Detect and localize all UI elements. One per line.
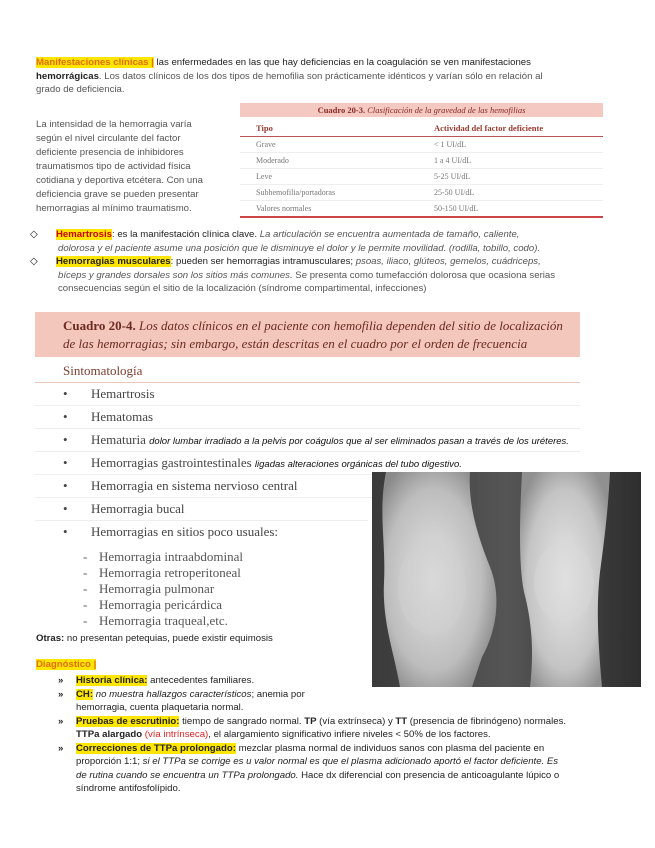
diag-ttpa-label: TTPa alargado xyxy=(76,729,143,740)
bullet-hemartrosis-title: Hemartrosis xyxy=(56,229,112,240)
cuadro-caption-bold: Cuadro 20-4. xyxy=(63,318,136,333)
bullet-hemartrosis-text: : es la manifestación clínica clave. xyxy=(112,229,260,240)
diag-correcciones-text-3: Hace dx diferencial con presencia de anticoagulante lúpico o xyxy=(298,769,560,781)
intensity-line: hemorragias al mínimo traumatismo. xyxy=(36,203,192,214)
bullet-musculares-italic: psoas, iliaco, glúteos, gemelos, cuádriceps, xyxy=(355,256,541,267)
symptom-row xyxy=(35,475,398,498)
intensity-line: traumatismos tipo de actividad física xyxy=(36,161,191,172)
diag-ch-label: CH: xyxy=(76,688,94,700)
intensity-line: cotidiana y deportiva etcétera. Con una xyxy=(36,175,203,186)
intro-text-3: grado de deficiencia. xyxy=(36,84,125,95)
diag-tt-text: (presencia de fibrinógeno) normales. xyxy=(407,715,567,727)
note-hematuria: dolor lumbar irradiado a la pelvis por coágulos que al ser eliminados pasan a través de los uréteres. xyxy=(149,436,569,447)
bullet-dot: • xyxy=(63,524,68,539)
table-cell: 5-25 UI/dL xyxy=(434,172,471,181)
bullet-musculares-title: Hemorragias musculares xyxy=(56,256,171,267)
section-title-manifestaciones: Manifestaciones clínicas | xyxy=(36,57,154,68)
diag-tt: TT xyxy=(395,715,408,727)
diag-pruebas-text-2: , el alargamiento significativo infiere niveles < 50% de los factores. xyxy=(208,729,491,740)
diag-historia-text: antecedentes familiares. xyxy=(147,675,255,686)
symptom-label: Hematomas xyxy=(91,409,154,424)
bullet-dot: • xyxy=(63,478,68,493)
knee-photo-graphic xyxy=(372,472,641,687)
bullet-hemartrosis-italic: La articulación se encuentra aumentada de tamaño, caliente, xyxy=(259,229,520,240)
diag-pruebas-text: tiempo de sangrado normal. xyxy=(179,715,305,727)
intro-bold: hemorrágicas xyxy=(36,70,99,82)
table-cell: Subhemofilia/portadoras xyxy=(256,188,336,197)
dash-marker: - xyxy=(83,581,88,596)
unusual-site-label: Hemorragia intraabdominal xyxy=(99,549,244,564)
table-cell: Moderado xyxy=(256,156,289,165)
symptom-label: Hemorragias en sitios poco usuales: xyxy=(91,524,279,539)
table-severity-classification xyxy=(240,103,603,218)
symptom-label: Hemorragia bucal xyxy=(91,501,185,516)
table-caption xyxy=(240,103,603,117)
diag-tp: TP xyxy=(304,715,317,727)
arrow-icon: » xyxy=(58,715,64,727)
table-cell: 50-150 UI/dL xyxy=(434,204,479,213)
symptom-label: Hematuria xyxy=(91,432,146,447)
intro-paragraph xyxy=(36,56,616,97)
bullet-musculares-text-3: consecuencias según el sitio de la localización (síndrome compartimental, infecciones) xyxy=(58,283,427,294)
unusual-site-label: Hemorragia retroperitoneal xyxy=(99,565,241,580)
table-caption-italic: Clasificación de la gravedad de las hemofilias xyxy=(367,105,526,115)
knee-hemarthrosis-photo xyxy=(372,472,641,687)
diagnostico-title: Diagnóstico | xyxy=(36,659,97,670)
table-cell: 25-50 UI/dL xyxy=(434,188,475,197)
intensity-line: deficiente presencia de inhibidores xyxy=(36,147,184,158)
diag-correcciones-italic-2: de rutina cuando se encuentra un TTPa prolongado. xyxy=(76,769,299,781)
diag-correcciones-label: Correcciones de TTPa prolongado: xyxy=(76,742,236,754)
table-header-tipo: Tipo xyxy=(256,123,273,133)
bullet-dot: • xyxy=(63,386,68,401)
bullet-musculares-text: : pueden ser hemorragias intramusculares; xyxy=(170,256,356,267)
unusual-site-label: Hemorragia pericárdica xyxy=(99,597,223,612)
bullet-musculares-italic-2: bíceps y grandes dorsales son los sitios más comunes. xyxy=(58,269,293,281)
otras-text: no presentan petequias, puede existir equimosis xyxy=(64,633,273,644)
symptom-row xyxy=(35,498,368,521)
note-gastrointestinal: ligadas alteraciones orgánicas del tubo digestivo. xyxy=(254,459,462,470)
cuadro-caption-line-2: de las hemorragias; sin embargo, están descritas en el cuadro por el orden de frecuencia xyxy=(63,336,528,351)
diagnostico-item xyxy=(58,715,628,729)
table-row xyxy=(240,137,603,153)
symptom-row xyxy=(35,383,580,406)
intro-text-1: las enfermedades en las que hay deficiencias en la coagulación se ven manifestaciones xyxy=(153,57,531,68)
diag-ch-italic: no muestra hallazgos característicos xyxy=(93,688,252,700)
diag-correcciones-italic: si el TTPa se corrige es u valor normal es que el plasma adicionado aportó el factor deficiente. Es xyxy=(142,756,559,767)
cuadro-caption xyxy=(35,312,580,357)
symptom-row xyxy=(35,521,368,543)
diagnostico-item xyxy=(58,688,628,702)
dash-marker: - xyxy=(83,597,88,612)
bullet-dot: • xyxy=(63,501,68,516)
table-row xyxy=(240,201,603,218)
table-cell: Grave xyxy=(256,140,276,149)
intensity-line: según el nivel circulante del factor xyxy=(36,133,181,144)
table-row xyxy=(240,169,603,185)
table-caption-bold: Cuadro 20-3. xyxy=(317,105,366,115)
intro-text-2: . Los datos clínicos de los dos tipos de hemofilia son prácticamente idénticos y varían sólo en relación al xyxy=(98,70,543,82)
diamond-outline-icon: ◇ xyxy=(30,256,38,267)
bullet-dot: • xyxy=(63,455,68,470)
table-cell: Valores normales xyxy=(256,204,312,213)
symptom-row xyxy=(35,429,580,452)
intensity-line: deficiencia grave se pueden presentar xyxy=(36,189,199,200)
table-header-actividad: Actividad del factor deficiente xyxy=(434,123,544,133)
symptom-label: Hemorragia en sistema nervioso central xyxy=(91,478,298,493)
dash-marker: - xyxy=(83,565,88,580)
symptom-label: Hemartrosis xyxy=(91,386,155,401)
table-row xyxy=(240,153,603,169)
diamond-outline-icon: ◇ xyxy=(30,229,38,240)
diag-pruebas-label: Pruebas de escrutinio: xyxy=(76,715,180,727)
dash-marker: - xyxy=(83,613,88,628)
diag-ch-text-2: hemorragia, cuenta plaquetaria normal. xyxy=(76,702,244,713)
diag-ch-text: ; anemia por xyxy=(251,688,305,700)
diag-correcciones-text: mezclar plasma normal de individuos sanos con plasma del paciente en xyxy=(235,742,545,754)
bullet-dot: • xyxy=(63,409,68,424)
manifestation-bullets xyxy=(30,228,623,296)
symptom-label: Hemorragias gastrointestinales xyxy=(91,455,252,470)
diag-tp-text: (vía extrínseca) y xyxy=(316,715,396,727)
diag-correcciones-text-2: proporción 1:1; xyxy=(76,756,143,767)
intensity-line: La intensidad de la hemorragia varía xyxy=(36,119,192,130)
diagnostico-item xyxy=(58,742,628,756)
intensity-paragraph xyxy=(36,118,236,216)
cuadro-subtitle: Sintomatología xyxy=(35,357,580,383)
otras-line xyxy=(36,633,273,644)
bullet-musculares-text-2: Se presenta como tumefacción dolorosa que ocasiona serias xyxy=(292,269,556,281)
diagnostico-list xyxy=(58,674,628,796)
arrow-icon: » xyxy=(58,688,64,700)
table-cell: < 1 UI/dL xyxy=(434,140,467,149)
unusual-site-label: Hemorragia pulmonar xyxy=(99,581,215,596)
diagnostico-item xyxy=(58,674,628,688)
table-cell: Leve xyxy=(256,172,272,181)
symptom-row xyxy=(35,406,580,429)
otras-label: Otras: xyxy=(36,633,65,644)
dash-marker: - xyxy=(83,549,88,564)
diag-ttpa-text: (vía intrínseca) xyxy=(142,729,209,740)
diag-correcciones-text-4: síndrome antifosfolípido. xyxy=(76,783,181,794)
arrow-icon: » xyxy=(58,742,64,754)
section-title-diagnostico xyxy=(36,659,96,670)
diag-historia-label: Historia clínica: xyxy=(76,675,148,686)
unusual-site-label: Hemorragia traqueal,etc. xyxy=(99,613,228,628)
table-cell: 1 a 4 UI/dL xyxy=(434,156,472,165)
arrow-icon: » xyxy=(58,675,64,686)
bullet-dot: • xyxy=(63,432,68,447)
cuadro-caption-line-1: Los datos clínicos en el paciente con hemofilia dependen del sitio de localización xyxy=(135,318,563,333)
bullet-hemartrosis-italic-2: dolorosa y el paciente asume una posición que le disminuye el dolor y le permite movilidad. (rodilla, tobillo, codo). xyxy=(58,242,541,254)
table-row xyxy=(240,185,603,201)
table-header-row xyxy=(240,117,603,137)
